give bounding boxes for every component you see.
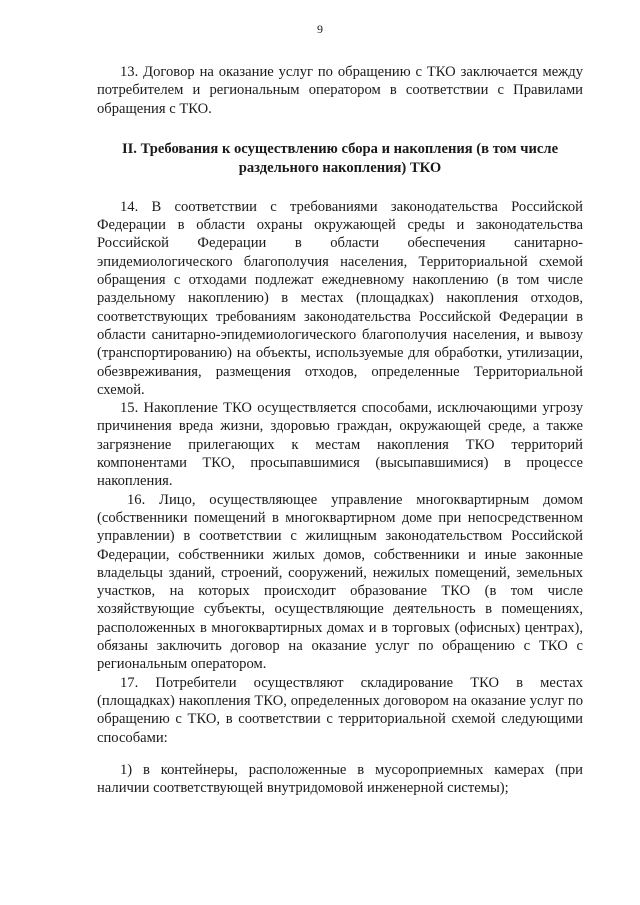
paragraph-16: 16. Лицо, осуществляющее управление многоквартирным домом (собственники помещений в многоквартирном доме при непосредственном управлении) в соответствии с жилищным законодательством Российской Федерации, собственники жилых домов, собственники и иные законные владельцы зданий, строений, сооружений, нежилых помещений, земельных участков, на которых происходит образование ТКО (в том числе хозяйствующие субъекты, осуществляющие деятельность в помещениях, расположенных в многоквартирных домах и в торговых (офисных) центрах), обязаны заключить договор на оказание услуг по обращению с ТКО с региональным оператором. <box>97 491 583 673</box>
section-heading: II. Требования к осуществлению сбора и накопления (в том числе раздельного накопления) ТКО <box>121 140 559 176</box>
spacer <box>97 747 583 761</box>
list-item-1: 1) в контейнеры, расположенные в мусороприемных камерах (при наличии соответствующей внутридомовой инженерной системы); <box>97 761 583 797</box>
paragraph-14: 14. В соответствии с требованиями законодательства Российской Федерации в области охраны окружающей среды и законодательства Российской Федерации в области обеспечения санитарно-эпидемиологического благополучия населения, Территориальной схемой обращения с отходами подлежат ежедневному накоплению (в том числе раздельному накоплению) в местах (площадках) накопления отходов, соответствующих требованиям законодательства Российской Федерации в области санитарно-эпидемиологического благополучия населения, и вывозу (транспортированию) на объекты, используемые для обработки, утилизации, обезвреживания, размещения отходов, определенные Территориальной схемой. <box>97 198 583 398</box>
paragraph-13: 13. Договор на оказание услуг по обращению с ТКО заключается между потребителем и региональным оператором в соответствии с Правилами обращения с ТКО. <box>97 64 583 117</box>
paragraph-17: 17. Потребители осуществляют складирование ТКО в местах (площадках) накопления ТКО, определенных договором на оказание услуг по обращению с ТКО, в соответствии с территориальной схемой следующими способами: <box>97 674 583 746</box>
paragraph-15: 15. Накопление ТКО осуществляется способами, исключающими угрозу причинения вреда жизни, здоровью граждан, окружающей среде, а также загрязнение прилегающих к местам накопления ТКО территорий компонентами ТКО, просыпавшимися (высыпавшимися) в процессе накопления. <box>97 400 583 490</box>
document-body <box>97 63 583 797</box>
page-number: 9 <box>317 22 323 36</box>
